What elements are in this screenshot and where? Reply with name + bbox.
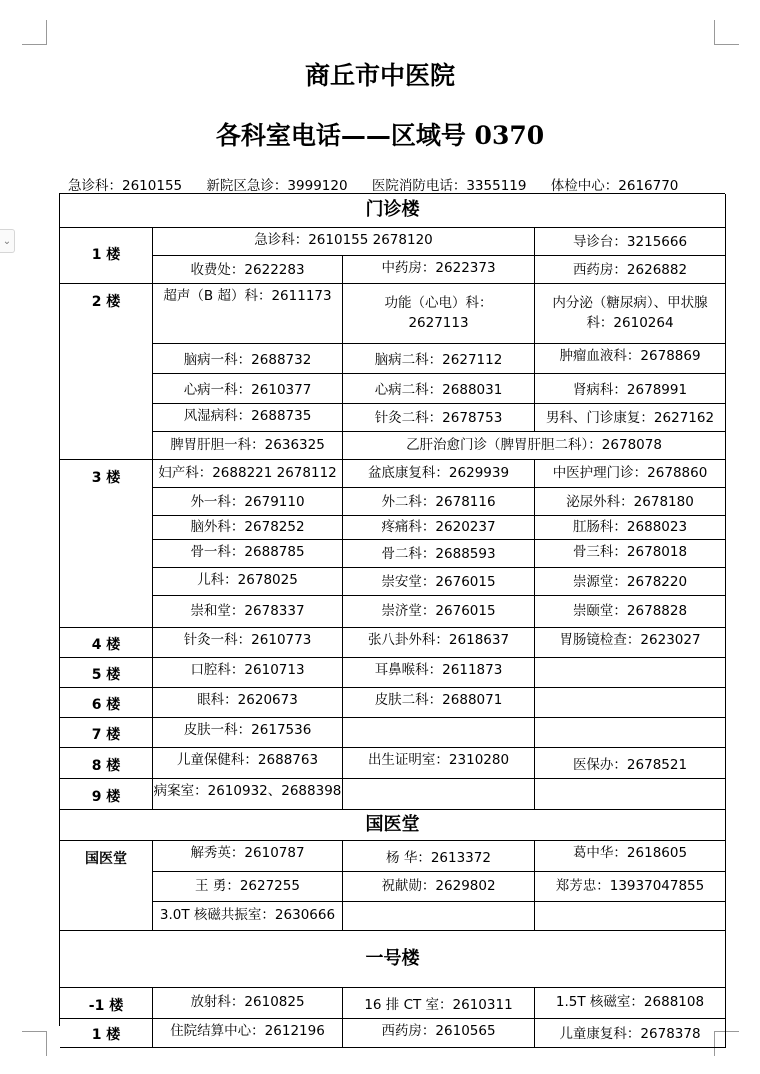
- chevron-down-icon[interactable]: ⌄: [0, 229, 15, 253]
- table-cell: 崇源堂：2678220: [535, 568, 726, 596]
- table-cell: 崇颐堂：2678828: [535, 596, 726, 628]
- table-cell: 王 勇：2627255: [153, 872, 343, 902]
- table-cell: 脑外科：2678252: [153, 516, 343, 540]
- table-cell: 3.0T 核磁共振室：2630666: [153, 902, 343, 931]
- floor-label: 5 楼: [60, 658, 153, 688]
- empty-cell: [535, 718, 726, 748]
- table-cell: 妇产科：2688221 2678112: [153, 460, 343, 488]
- table-cell: 耳鼻喉科：2611873: [343, 658, 535, 688]
- table-cell: 1.5T 核磁室：2688108: [535, 988, 726, 1019]
- table-cell: 外二科：2678116: [343, 488, 535, 516]
- table-cell: 住院结算中心：2612196: [153, 1019, 343, 1048]
- table-cell: 解秀英：2610787: [153, 841, 343, 872]
- empty-cell: [535, 658, 726, 688]
- floor-label: 4 楼: [60, 628, 153, 658]
- table-cell: 郑芳忠：13937047855: [535, 872, 726, 902]
- floor-label: 国医堂: [60, 841, 153, 931]
- floor-label: 3 楼: [60, 460, 153, 628]
- page-corner-mark: [22, 1031, 47, 1056]
- floor-label: 2 楼: [60, 284, 153, 460]
- page-corner-mark: [22, 20, 47, 45]
- emergency-numbers: [68, 174, 698, 194]
- table-cell: 肾病科：2678991: [535, 374, 726, 404]
- table-cell: 中医护理门诊：2678860: [535, 460, 726, 488]
- table-cell: 导诊台：3215666: [535, 228, 726, 256]
- table-cell: 医保办：2678521: [535, 748, 726, 779]
- table-cell: 病案室：2610932、2688398: [153, 779, 343, 810]
- table-cell: 心病二科：2688031: [343, 374, 535, 404]
- table-cell: 功能（心电）科：2627113: [343, 284, 535, 344]
- table-cell: 西药房：2626882: [535, 256, 726, 284]
- table-cell: 眼科：2620673: [153, 688, 343, 718]
- table-cell: 儿童康复科：2678378: [535, 1019, 726, 1048]
- table-cell: 超声（B 超）科：2611173: [153, 284, 343, 344]
- table-cell: 肛肠科：2688023: [535, 516, 726, 540]
- table-cell: 盆底康复科：2629939: [343, 460, 535, 488]
- table-cell: 放射科：2610825: [153, 988, 343, 1019]
- section-header: 门诊楼: [60, 194, 726, 228]
- empty-cell: [535, 779, 726, 810]
- table-cell: 疼痛科：2620237: [343, 516, 535, 540]
- empty-cell: [343, 718, 535, 748]
- table-cell: 外一科：2679110: [153, 488, 343, 516]
- table-cell: 胃肠镜检查：2623027: [535, 628, 726, 658]
- table-cell: 男科、门诊康复：2627162: [535, 404, 726, 432]
- table-cell: 葛中华：2618605: [535, 841, 726, 872]
- table-cell: 骨二科：2688593: [343, 540, 535, 568]
- section-header: 国医堂: [60, 810, 726, 841]
- floor-label: 1 楼: [60, 228, 153, 284]
- table-cell: 崇济堂：2676015: [343, 596, 535, 628]
- table-cell: 中药房：2622373: [343, 256, 535, 284]
- table-cell: 骨一科：2688785: [153, 540, 343, 568]
- empty-cell: [535, 688, 726, 718]
- floor-label: 1 楼: [60, 1019, 153, 1048]
- emergency-item: 急诊科：2610155: [68, 178, 183, 194]
- section-header: 一号楼: [60, 931, 726, 988]
- table-cell: 脑病二科：2627112: [343, 344, 535, 374]
- empty-cell: [343, 779, 535, 810]
- table-cell: 崇和堂：2678337: [153, 596, 343, 628]
- page-subtitle: 各科室电话——区域号 0370: [215, 121, 545, 150]
- table-cell: 祝献勋：2629802: [343, 872, 535, 902]
- table-cell: 崇安堂：2676015: [343, 568, 535, 596]
- floor-label: -1 楼: [60, 988, 153, 1019]
- table-cell: 泌尿外科：2678180: [535, 488, 726, 516]
- emergency-item: 医院消防电话：3355119: [371, 178, 527, 194]
- table-cell: 西药房：2610565: [343, 1019, 535, 1048]
- table-cell: 出生证明室：2310280: [343, 748, 535, 779]
- floor-label: 7 楼: [60, 718, 153, 748]
- table-cell: 风湿病科：2688735: [153, 404, 343, 432]
- table-cell: 16 排 CT 室：2610311: [343, 988, 535, 1019]
- emergency-item: 体检中心：2616770: [550, 178, 679, 194]
- table-cell: 针灸一科：2610773: [153, 628, 343, 658]
- floor-label: 9 楼: [60, 779, 153, 810]
- table-cell: 脾胃肝胆一科：2636325: [153, 432, 343, 460]
- table-cell: 乙肝治愈门诊（脾胃肝胆二科）：2678078: [343, 432, 726, 460]
- table-cell: 肿瘤血液科：2678869: [535, 344, 726, 374]
- table-cell: 骨三科：2678018: [535, 540, 726, 568]
- table-cell: 杨 华：2613372: [343, 841, 535, 872]
- table-cell: 针灸二科：2678753: [343, 404, 535, 432]
- table-cell: 急诊科：2610155 2678120: [153, 228, 535, 256]
- table-cell: 儿科：2678025: [153, 568, 343, 596]
- page-title: 商丘市中医院: [304, 61, 455, 90]
- table-cell: 口腔科：2610713: [153, 658, 343, 688]
- empty-cell: [535, 902, 726, 931]
- table-cell: 心病一科：2610377: [153, 374, 343, 404]
- table-cell: 儿童保健科：2688763: [153, 748, 343, 779]
- table-cell: 张八卦外科：2618637: [343, 628, 535, 658]
- floor-label: 8 楼: [60, 748, 153, 779]
- table-cell: 收费处：2622283: [153, 256, 343, 284]
- table-cell: 内分泌（糖尿病）、甲状腺科：2610264: [535, 284, 726, 344]
- page-corner-mark: [714, 20, 739, 45]
- floor-label: 6 楼: [60, 688, 153, 718]
- table-cell: 脑病一科：2688732: [153, 344, 343, 374]
- emergency-item: 新院区急诊：3999120: [206, 178, 348, 194]
- empty-cell: [343, 902, 535, 931]
- table-cell: 皮肤一科：2617536: [153, 718, 343, 748]
- phone-directory-table: [59, 193, 725, 1043]
- table-cell: 皮肤二科：2688071: [343, 688, 535, 718]
